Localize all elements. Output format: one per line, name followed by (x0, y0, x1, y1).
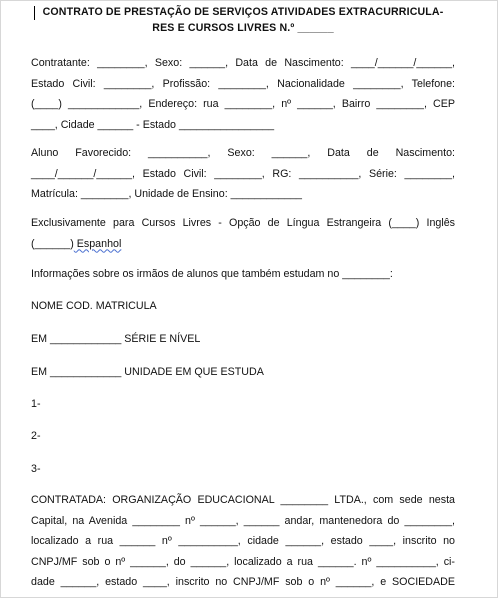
contratada-line-4: CNPJ/MF sob o nº ______, do ______, localizado a rua ______. nº __________, ci- (31, 555, 455, 568)
contratada-line-5: dade ______, estado ____, inscrito no CNPJ/MF sob o nº ______, e SOCIEDADE (31, 576, 455, 588)
aluno-line-1: Aluno Favorecido: __________, Sexo: ______, Data de Nascimento: (31, 147, 455, 159)
cursos-livres-paragraph (31, 213, 455, 254)
contratada-line-1: CONTRATADA: ORGANIZAÇÃO EDUCACIONAL ________ LTDA., com sede nesta (31, 494, 455, 506)
contratante-line-2: Estado Civil: ________, Profissão: ________, Nacionalidade ________, Telefone: (31, 77, 455, 90)
contratante-line-4: ____, Cidade ______ - Estado ________________ (31, 118, 275, 131)
cursos-livres-line-2 (31, 234, 455, 255)
contract-title (31, 4, 455, 36)
contratante-line-3: (____) ____________, Endereço: rua ________, nº ______, Bairro ________, CEP (31, 98, 455, 110)
nome-cod-matricula: NOME COD. MATRICULA (31, 300, 157, 312)
list-item-3: 3- (31, 463, 41, 475)
list-item-1: 1- (31, 398, 41, 410)
title-line-2: RES E CURSOS LIVRES N.º ______ (152, 22, 334, 34)
aluno-paragraph (31, 143, 455, 205)
irmaos-line: Informações sobre os irmãos de alunos que também estudam no ________: (31, 268, 393, 280)
contratada-line-3: localizado a rua ______ nº __________, cidade ______, estado ____, inscrito no (31, 535, 455, 547)
em-serie-nivel: EM ____________ SÉRIE E NÍVEL (31, 333, 201, 345)
contratada-paragraph (31, 490, 455, 593)
aluno-line-3: Matrícula: ________, Unidade de Ensino: ____________ (31, 188, 302, 200)
contratante-line-1: Contratante: ________, Sexo: ______, Data de Nascimento: ____/______/______, (31, 57, 455, 69)
aluno-line-2: ____/______/______, Estado Civil: ________, RG: __________, Série: ________, (31, 167, 455, 180)
title-line-1: CONTRATO DE PRESTAÇÃO DE SERVIÇOS ATIVIDADES EXTRACURRICULA- (42, 6, 444, 18)
cursos-livres-line-1: Exclusivamente para Cursos Livres - Opção de Língua Estrangeira (____) Inglês (31, 217, 455, 229)
em-unidade-estuda: EM ____________ UNIDADE EM QUE ESTUDA (31, 366, 264, 378)
espanhol-option-blank: (______) (31, 237, 74, 250)
contratante-paragraph (31, 53, 455, 135)
list-item-2: 2- (31, 430, 41, 442)
espanhol-word: Espanhol (73, 237, 122, 250)
contratada-line-2: Capital, na Avenida ________ nº ______, ______ andar, mantenedora do ________, (31, 514, 455, 527)
